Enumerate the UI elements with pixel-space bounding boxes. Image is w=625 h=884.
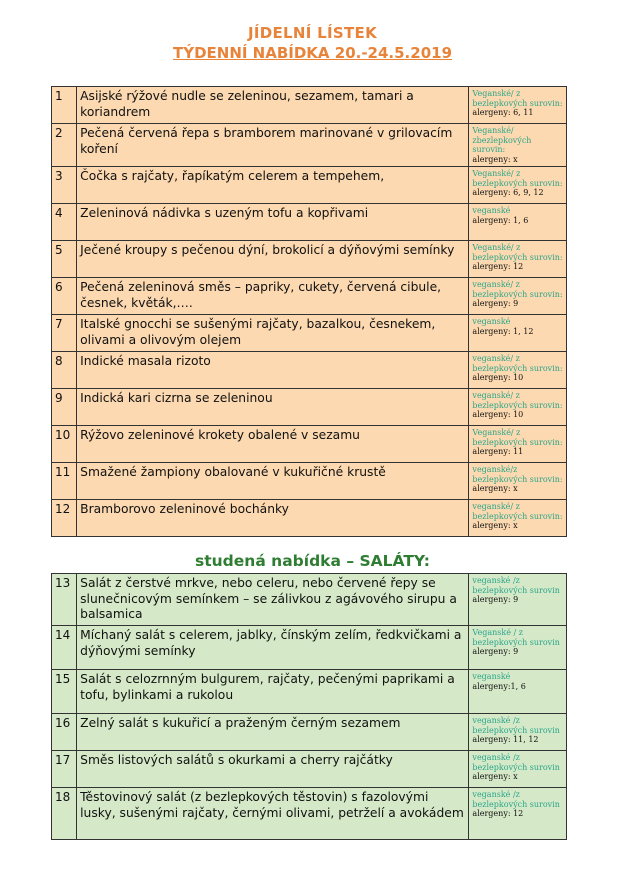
menu-row [52,751,567,788]
item-number: 6 [52,278,77,315]
menu-row [52,315,567,352]
diet-tag: veganské/ z bezlepkových surovin: [472,391,563,410]
dish-name: Rýžovo zeleninové krokety obalené v sezamu [77,426,469,463]
dish-name: Míchaný salát s celerem, jablky, čínským zelím, ředkvičkami a dýňovými semínky [77,626,469,670]
diet-info [469,315,567,352]
item-number: 15 [52,670,77,714]
allergens-label: alergeny: x [472,154,518,164]
item-number: 5 [52,241,77,278]
diet-info [469,167,567,204]
dish-name: Indická kari cizrna se zeleninou [77,389,469,426]
allergens-label: alergeny: 1, 12 [472,326,534,336]
salads-table [51,573,567,840]
dish-name: Zelný salát s kukuřicí a praženým černým sezamem [77,714,469,751]
item-number: 3 [52,167,77,204]
dish-name: Čočka s rajčaty, řapíkatým celerem a tempehem, [77,167,469,204]
diet-info [469,751,567,788]
diet-tag: Veganské/ z bezlepkových surovin: [472,428,563,447]
salads-section-title: studená nabídka – SALÁTY: [195,552,430,570]
item-number: 9 [52,389,77,426]
menu-row [52,788,567,840]
hot-menu-table [51,86,567,537]
menu-row [52,626,567,670]
diet-info [469,788,567,840]
allergens-label: alergeny: 11, 12 [472,735,539,744]
diet-info [469,278,567,315]
dish-name: Pečená červená řepa s bramborem marinované v grilovacím koření [77,124,469,167]
page-title: JÍDELNÍ LÍSTEK [247,24,378,42]
item-number: 13 [52,574,77,626]
item-number: 1 [52,87,77,124]
dish-name: Směs listových salátů s okurkami a cherry rajčátky [77,751,469,788]
diet-tag: veganské/z bezlepkových surovin: [472,465,563,484]
dish-name: Smažené žampiony obalované v kukuřičné krustě [77,463,469,500]
allergens-label: alergeny: 6, 9, 12 [472,188,544,197]
item-number: 12 [52,500,77,537]
diet-info [469,463,567,500]
diet-info [469,124,567,167]
diet-info [469,574,567,626]
menu-row [52,241,567,278]
item-number: 7 [52,315,77,352]
menu-row [52,87,567,124]
menu-row [52,352,567,389]
allergens-label: alergeny: 9 [472,647,519,656]
allergens-label: alergeny: x [472,484,518,493]
diet-info [469,670,567,714]
diet-info [469,426,567,463]
dish-name: Indické masala rizoto [77,352,469,389]
menu-row [52,500,567,537]
menu-row [52,426,567,463]
dish-name: Pečená zeleninová směs – papriky, cukety, červená cibule, česnek, květák,…. [77,278,469,315]
allergens-label: alergeny: x [472,772,518,781]
item-number: 17 [52,751,77,788]
item-number: 8 [52,352,77,389]
item-number: 10 [52,426,77,463]
diet-tag: Veganské/ zbezlepkových surovin: [472,126,532,154]
menu-row [52,463,567,500]
item-number: 11 [52,463,77,500]
dish-name: Zeleninová nádivka s uzeným tofu a kopřivami [77,204,469,241]
diet-tag: Veganské/ z bezlepkových surovin: [472,89,563,108]
diet-info [469,352,567,389]
item-number: 16 [52,714,77,751]
diet-info [469,714,567,751]
diet-info [469,500,567,537]
menu-row [52,167,567,204]
allergens-label: alergeny: 9 [472,299,519,308]
diet-tag: veganské [472,672,511,681]
allergens-label: alergeny:1, 6 [472,681,526,691]
dish-name: Ječené kroupy s pečenou dýní, brokolicí a dýňovými semínky [77,241,469,278]
diet-tag: veganské /z bezlepkových surovin [472,790,560,809]
menu-row [52,714,567,751]
item-number: 18 [52,788,77,840]
diet-tag: veganské /z bezlepkových surovin [472,716,560,735]
diet-tag: veganské/ z bezlepkových surovin: [472,354,563,373]
menu-row [52,204,567,241]
menu-row [52,670,567,714]
item-number: 14 [52,626,77,670]
allergens-label: alergeny: 6, 11 [472,108,534,117]
allergens-label: alergeny: 10 [472,373,524,382]
menu-row [52,124,567,167]
item-number: 4 [52,204,77,241]
diet-info [469,389,567,426]
dish-name: Italské gnocchi se sušenými rajčaty, bazalkou, česnekem, olivami a olivovým olejem [77,315,469,352]
dish-name: Těstovinový salát (z bezlepkových těstovin) s fazolovými lusky, sušenými rajčaty, černými olivami, petrželí a avokádem [77,788,469,840]
dish-name: Bramborovo zeleninové bochánky [77,500,469,537]
diet-tag: Veganské/ z bezlepkových surovin: [472,243,563,262]
diet-tag: Veganské/ z bezlepkových surovin: [472,169,563,188]
menu-row [52,278,567,315]
diet-info [469,204,567,241]
diet-info [469,87,567,124]
allergens-label: alergeny: 12 [472,262,524,271]
allergens-label: alergeny: 10 [472,410,524,419]
allergens-label: alergeny: 1, 6 [472,215,529,225]
diet-info [469,241,567,278]
diet-tag: veganské /z bezlepkových surovin [472,753,560,772]
diet-tag: veganské /z bezlepkových surovin [472,576,560,595]
diet-info [469,626,567,670]
allergens-label: alergeny: 11 [472,447,524,456]
diet-tag: veganské/ z bezlepkových surovin: [472,502,563,521]
menu-row [52,389,567,426]
diet-tag: veganské [472,206,511,215]
diet-tag: veganské/ z bezlepkových surovin: [472,280,563,299]
allergens-label: alergeny: 12 [472,809,524,818]
week-subtitle: TÝDENNÍ NABÍDKA 20.-24.5.2019 [172,44,453,62]
dish-name: Salát z čerstvé mrkve, nebo celeru, nebo červené řepy se slunečnicovým semínkem – se zálivkou z agávového sirupu a balsamica [77,574,469,626]
allergens-label: alergeny: x [472,521,518,530]
diet-tag: veganské [472,317,511,326]
diet-tag: Veganské / z bezlepkových surovin [472,628,560,647]
dish-name: Asijské rýžové nudle se zeleninou, sezamem, tamari a koriandrem [77,87,469,124]
dish-name: Salát s celozrnným bulgurem, rajčaty, pečenými paprikami a tofu, bylinkami a rukolou [77,670,469,714]
menu-row [52,574,567,626]
item-number: 2 [52,124,77,167]
allergens-label: alergeny: 9 [472,595,519,604]
